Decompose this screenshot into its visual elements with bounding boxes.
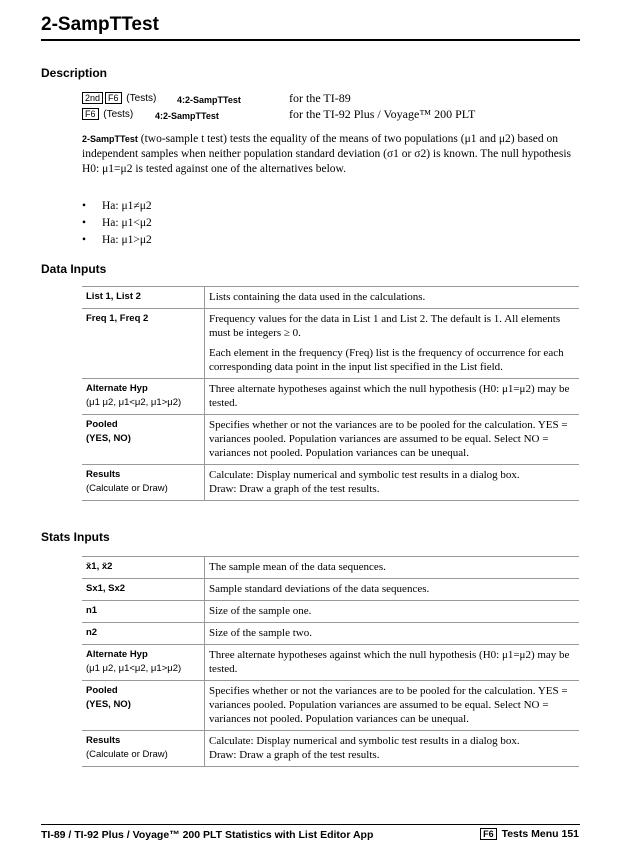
footer-page: F6 Tests Menu 151 — [480, 828, 579, 840]
access-line-ti89 — [82, 92, 156, 104]
description-text: (two-sample t test) tests the equality of the means of two populations (μ1 and μ2) based on independent samples when neither population standard deviation (σ1 or σ2) is known. The null hypothesis H0: μ1=μ2 is tested against one of the alternatives below. — [82, 133, 572, 175]
table-row: Results (Calculate or Draw) Calculate: Display numerical and symbolic test results in a dialog box. Draw: Draw a graph of the test results. — [82, 465, 579, 501]
table-row: x̄1, x̄2 The sample mean of the data sequences. — [82, 557, 579, 579]
menu-label: (Tests) — [103, 109, 134, 120]
command-ti89: 4:2-SampTTest — [177, 95, 241, 105]
table-row: Freq 1, Freq 2 Frequency values for the data in List 1 and List 2. The default is 1. All elements must be integers ≥ 0. Each element in the frequency (Freq) list is the frequency of occurrence for each corresponding data point in the input list specified in the List field. — [82, 309, 579, 379]
footer-title: TI-89 / TI-92 Plus / Voyage™ 200 PLT Statistics with List Editor App — [41, 829, 374, 841]
page-title: 2-SampTTest — [41, 14, 159, 35]
table-row: Pooled (YES, NO) Specifies whether or not the variances are to be pooled for the calculation. YES = variances pooled. Population variances are assumed to be equal. Select NO = variances not pooled. Population variances can be unequal. — [82, 681, 579, 731]
stats-inputs-table — [82, 556, 579, 767]
data-inputs-table — [82, 286, 579, 501]
table-row: Results (Calculate or Draw) Calculate: Display numerical and symbolic test results in a dialog box. Draw: Draw a graph of the test results. — [82, 731, 579, 767]
key-f6: F6 — [480, 828, 497, 840]
table-row: Sx1, Sx2 Sample standard deviations of the data sequences. — [82, 579, 579, 601]
table-row: Pooled (YES, NO) Specifies whether or not the variances are to be pooled for the calculation. YES = variances pooled. Population variances are assumed to be equal. Select NO = variances not pooled. Population variances can be unequal. — [82, 415, 579, 465]
list-item: • Ha: μ1<μ2 — [82, 217, 152, 229]
key-f6: F6 — [105, 92, 122, 104]
access-line-ti92 — [82, 108, 133, 120]
stats-inputs-heading: Stats Inputs — [41, 530, 110, 544]
alternatives-list — [82, 198, 152, 249]
title-rule — [41, 39, 580, 41]
description-heading: Description — [41, 66, 108, 80]
description-paragraph — [82, 132, 580, 177]
table-row: n2 Size of the sample two. — [82, 623, 579, 645]
footer-rule — [41, 824, 580, 825]
list-item: • Ha: μ1>μ2 — [82, 234, 152, 246]
command-ti92: 4:2-SampTTest — [155, 111, 219, 121]
table-row: List 1, List 2 Lists containing the data used in the calculations. — [82, 287, 579, 309]
menu-label: (Tests) — [126, 93, 157, 104]
key-f6: F6 — [82, 108, 99, 120]
table-row: Alternate Hyp (μ1 μ2, μ1<μ2, μ1>μ2) Three alternate hypotheses against which the null hypothesis (H0: μ1=μ2) may be tested. — [82, 645, 579, 681]
list-item: • Ha: μ1≠μ2 — [82, 200, 152, 212]
key-2nd: 2nd — [82, 92, 103, 104]
command-name: 2-SampTTest — [82, 134, 138, 144]
platform-ti92: for the TI-92 Plus / Voyage™ 200 PLT — [289, 107, 476, 121]
platform-ti89: for the TI-89 — [289, 91, 351, 105]
table-row: Alternate Hyp (μ1 μ2, μ1<μ2, μ1>μ2) Three alternate hypotheses against which the null hypothesis (H0: μ1=μ2) may be tested. — [82, 379, 579, 415]
table-row: n1 Size of the sample one. — [82, 601, 579, 623]
data-inputs-heading: Data Inputs — [41, 262, 107, 276]
